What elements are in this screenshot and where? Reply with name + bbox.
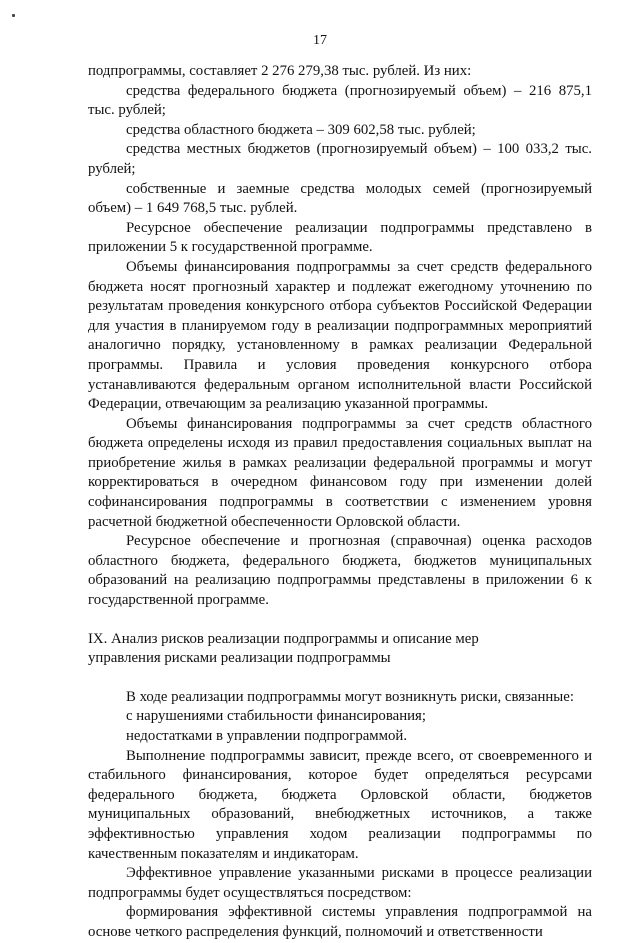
paragraph: собственные и заемные средства молодых семей (прогнозируемый объем) – 1 649 768,5 тыс. рублей. xyxy=(88,180,592,217)
paragraphs-after-heading xyxy=(88,688,592,943)
paragraph: В ходе реализации подпрограммы могут возникнуть риски, связанные: xyxy=(126,688,574,705)
paragraph: средства местных бюджетов (прогнозируемый объем) – 100 033,2 тыс. рублей; xyxy=(88,141,592,177)
spacer xyxy=(88,611,592,630)
paragraph: Ресурсное обеспечение реализации подпрограммы представлено в приложении 5 к государственной программе. xyxy=(88,219,592,256)
paragraph: формирования эффективной системы управления подпрограммой на основе четкого распределения функций, полномочий и ответственности xyxy=(88,904,592,940)
paragraphs-before-heading xyxy=(88,62,592,611)
spacer xyxy=(88,669,592,688)
section-heading-line-2: управления рисками реализации подпрограммы xyxy=(88,650,391,667)
paragraph: недостатками в управлении подпрограммой. xyxy=(126,728,408,744)
paragraph: с нарушениями стабильности финансирования; xyxy=(126,708,426,725)
paragraph: средства федерального бюджета (прогнозируемый объем) – 216 875,1 тыс. рублей; xyxy=(88,82,592,119)
page-number: 17 xyxy=(313,33,327,48)
section-heading-line-1: IX. Анализ рисков реализации подпрограммы и описание мер xyxy=(88,630,479,647)
document-body xyxy=(88,62,592,943)
paragraph: Объемы финансирования подпрограммы за счет средств областного бюджета определены исходя из правил предоставления социальных выплат на приобретение жилья в рамках реализации федеральной программы и могут корректироваться в очередном финансовом году при изменении долей софинансирования подпрограммы в соответствии с изменением уровня расчетной бюджетной обеспеченности Орловской области. xyxy=(88,415,592,530)
paragraph: Выполнение подпрограммы зависит, прежде всего, от своевременного и стабильного финансирования, которое будет определяться ресурсами федерального бюджета, бюджета Орловской области, бюджетов муниципальных образований, внебюджетных источников, а также эффективностью управления ходом реализации подпрограммы по качественным показателям и индикаторам. xyxy=(88,747,592,862)
paragraph: Эффективное управление указанными рисками в процессе реализации подпрограммы будет осуществляться посредством: xyxy=(88,865,592,901)
scan-speck xyxy=(12,14,15,17)
paragraph: Объемы финансирования подпрограммы за счет средств федерального бюджета носят прогнозный характер и подлежат ежегодному уточнению по результатам проведения конкурсного отбора субъектов Российской Федерации для участия в планируемом году в реализации подпрограммных мероприятий аналогично порядку, установленному в рамках реализации Федеральной программы. Правила и условия проведения конкурсного отбора устанавливаются федеральным органом исполнительной власти Российской Федерации, отвечающим за реализацию указанной программы. xyxy=(88,258,592,413)
paragraph: средства областного бюджета – 309 602,58 тыс. рублей; xyxy=(126,121,476,138)
paragraph: подпрограммы, составляет 2 276 279,38 тыс. рублей. Из них: xyxy=(88,63,472,79)
paragraph: Ресурсное обеспечение и прогнозная (справочная) оценка расходов областного бюджета, федерального бюджета, бюджетов муниципальных образований на реализацию подпрограммы представлены в приложении 6 к государственной программе. xyxy=(88,533,592,609)
